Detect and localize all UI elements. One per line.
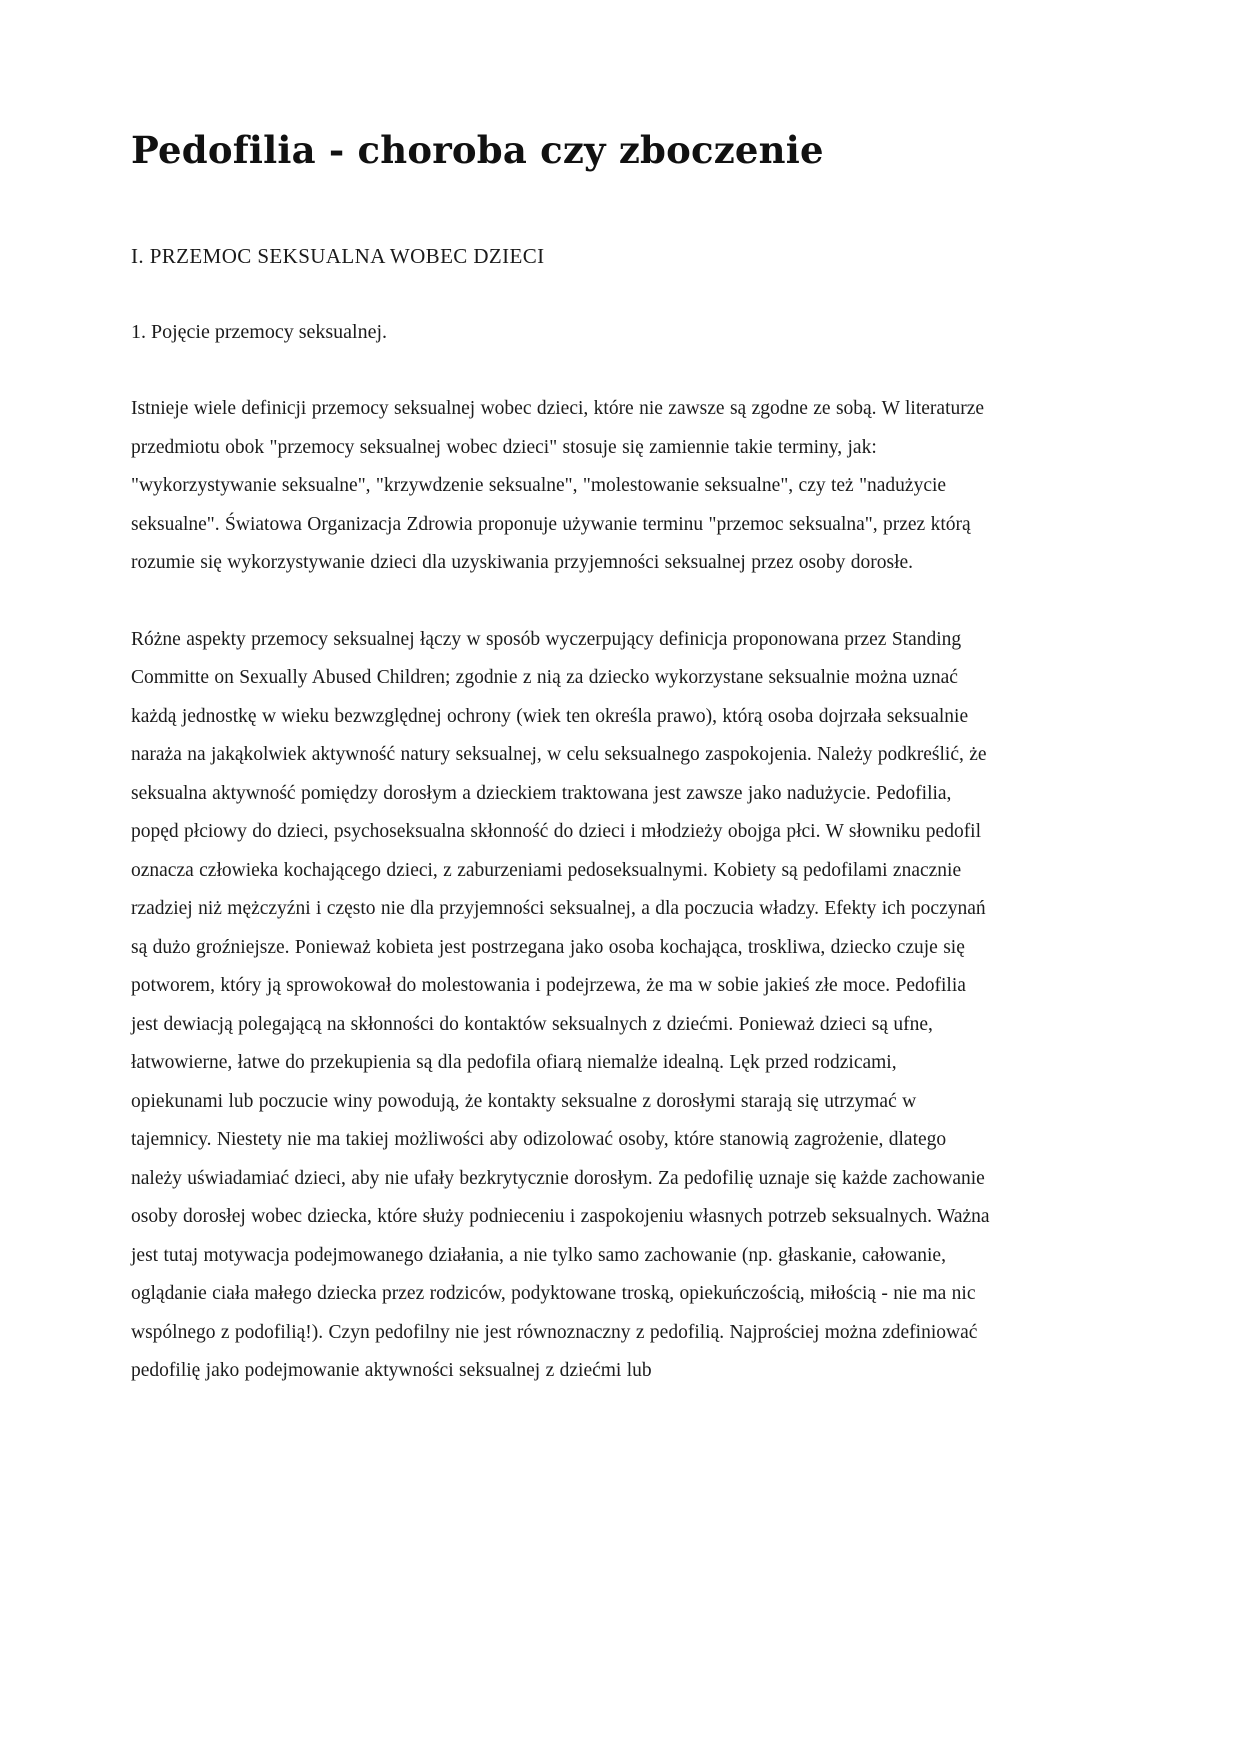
paragraph-aspects: Różne aspekty przemocy seksualnej łączy w sposób wyczerpujący definicja proponowana przez Standing Committe on Sexually Abused Children; zgodnie z nią za dziecko wykorzystane seksualnie można uznać każdą jednostkę w wieku bezwzględnej ochrony (wiek ten określa prawo), którą osoba dojrzała seksualnie naraża na jakąkolwiek aktywność natury seksualnej, w celu seksualnego zaspokojenia. Należy podkreślić, że seksualna aktywność pomiędzy dorosłym a dzieckiem traktowana jest zawsze jako nadużycie. Pedofilia, popęd płciowy do dzieci, psychoseksualna skłonność do dzieci i młodzieży obojga płci. W słowniku pedofil oznacza człowieka kochającego dzieci, z zaburzeniami pedoseksualnymi. Kobiety są pedofilami znacznie rzadziej niż mężczyźni i często nie dla przyjemności seksualnej, a dla poczucia władzy. Efekty ich poczynań są dużo groźniejsze. Ponieważ kobieta jest postrzegana jako osoba kochająca, troskliwa, dziecko czuje się potworem, który ją sprowokował do molestowania i podejrzewa, że ma w sobie jakieś złe moce. Pedofilia jest dewiacją polegającą na skłonności do kontaktów seksualnych z dziećmi. Ponieważ dzieci są ufne, łatwowierne, łatwe do przekupienia są dla pedofila ofiarą niemalże idealną. Lęk przed rodzicami, opiekunami lub poczucie winy powodują, że kontakty seksualne z dorosłymi starają się utrzymać w tajemnicy. Niestety nie ma takiej możliwości aby odizolować osoby, które stanowią zagrożenie, dlatego należy uświadamiać dzieci, aby nie ufały bezkrytycznie dorosłym. Za pedofilię uznaje się każde zachowanie osoby dorosłej wobec dziecka, które służy podnieceniu i zaspokojeniu własnych potrzeb seksualnych. Ważna jest tutaj motywacja podejmowanego działania, a nie tylko samo zachowanie (np. głaskanie, całowanie, oglądanie ciała małego dziecka przez rodziców, podyktowane troską, opiekuńczością, miłością - nie ma nic wspólnego z podofilią!). Czyn pedofilny nie jest równoznaczny z pedofilią. Najprościej można zdefiniować pedofilię jako podejmowanie aktywności seksualnej z dziećmi lub [131,628,990,1382]
document-title: Pedofilia - choroba czy zboczenie [131,128,824,172]
section-heading: I. PRZEMOC SEKSUALNA WOBEC DZIECI [131,244,545,269]
paragraph-definitions: Istnieje wiele definicji przemocy seksualnej wobec dzieci, które nie zawsze są zgodne ze sobą. W literaturze przedmiotu obok "przemocy seksualnej wobec dzieci" stosuje się zamiennie takie terminy, jak: "wykorzystywanie seksualne", "krzywdzenie seksualne", "molestowanie seksualne", czy też "nadużycie seksualne". Światowa Organizacja Zdrowia proponuje używanie terminu "przemoc seksualna", przez którą rozumie się wykorzystywanie dzieci dla uzyskiwania przyjemności seksualnej przez osoby dorosłe. [131,398,985,574]
subsection-heading: 1. Pojęcie przemocy seksualnej. [131,321,388,344]
